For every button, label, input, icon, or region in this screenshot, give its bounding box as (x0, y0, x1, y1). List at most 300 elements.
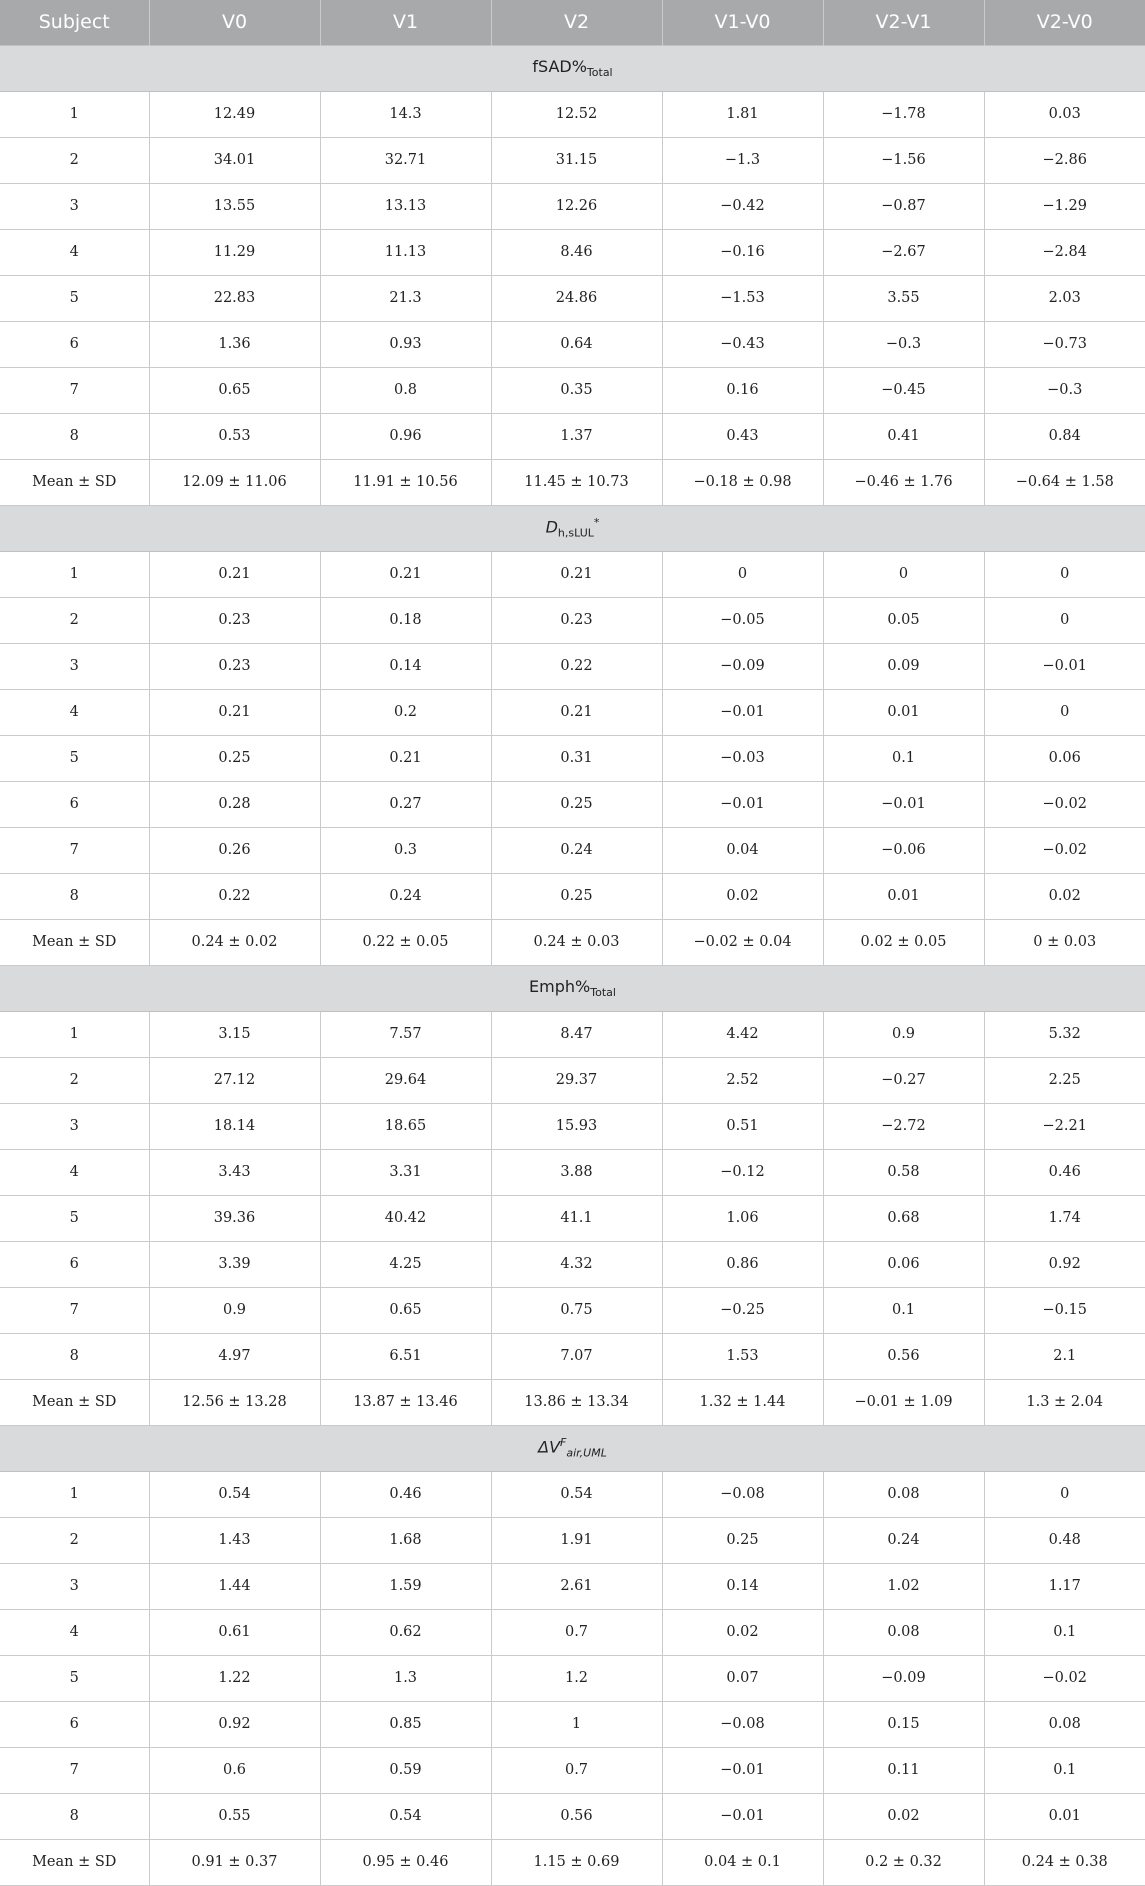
table-cell: −0.06 (823, 827, 984, 873)
table-cell: −0.02 ± 0.04 (662, 919, 823, 965)
table-cell: 5.32 (984, 1011, 1145, 1057)
table-cell: 0.25 (149, 735, 320, 781)
table-cell: 0.92 (984, 1241, 1145, 1287)
column-header-subject: Subject (0, 0, 149, 45)
table-cell: −0.3 (823, 321, 984, 367)
table-row (0, 1747, 1145, 1793)
table-cell: 18.65 (320, 1103, 491, 1149)
table-cell: Mean ± SD (0, 1379, 149, 1425)
table-cell: 0.65 (149, 367, 320, 413)
table-row (0, 689, 1145, 735)
table-cell: Mean ± SD (0, 1839, 149, 1885)
table-row (0, 1287, 1145, 1333)
table-cell: 0 (984, 551, 1145, 597)
table-cell: 12.49 (149, 91, 320, 137)
table-cell: 0.86 (662, 1241, 823, 1287)
table-cell: 0.21 (491, 689, 662, 735)
table-cell: 0.22 (149, 873, 320, 919)
table-cell: −0.87 (823, 183, 984, 229)
table-cell: 1.91 (491, 1517, 662, 1563)
table-cell: 5 (0, 735, 149, 781)
table-cell: 0.21 (149, 689, 320, 735)
table-cell: 0.1 (823, 1287, 984, 1333)
table-cell: 8 (0, 1333, 149, 1379)
table-cell: 4 (0, 1609, 149, 1655)
table-cell: 4.25 (320, 1241, 491, 1287)
table-cell: 0.26 (149, 827, 320, 873)
table-cell: 1.02 (823, 1563, 984, 1609)
table-cell: −2.86 (984, 137, 1145, 183)
table-cell: 0.96 (320, 413, 491, 459)
table-cell: 3.43 (149, 1149, 320, 1195)
table-cell: 0 (984, 689, 1145, 735)
table-cell: 0.02 (823, 1793, 984, 1839)
column-header-v2-v0: V2-V0 (984, 0, 1145, 45)
table-cell: 0.28 (149, 781, 320, 827)
table-cell: 3.39 (149, 1241, 320, 1287)
table-cell: 1.36 (149, 321, 320, 367)
table-cell: 3 (0, 1103, 149, 1149)
summary-row (0, 1379, 1145, 1425)
table-cell: 1.22 (149, 1655, 320, 1701)
table-cell: 0.24 (320, 873, 491, 919)
table-row (0, 1333, 1145, 1379)
table-cell: −0.45 (823, 367, 984, 413)
table-cell: 0.23 (149, 643, 320, 689)
table-cell: 4.32 (491, 1241, 662, 1287)
table-cell: 0.41 (823, 413, 984, 459)
table-row (0, 413, 1145, 459)
table-cell: 8.46 (491, 229, 662, 275)
table-cell: 1.32 ± 1.44 (662, 1379, 823, 1425)
table-cell: 2 (0, 597, 149, 643)
table-cell: −0.09 (662, 643, 823, 689)
table-cell: 14.3 (320, 91, 491, 137)
table-cell: −1.78 (823, 91, 984, 137)
table-cell: 2.52 (662, 1057, 823, 1103)
table-cell: 1 (0, 1011, 149, 1057)
table-cell: 3.55 (823, 275, 984, 321)
table-cell: 2 (0, 1057, 149, 1103)
table-cell: 0.27 (320, 781, 491, 827)
summary-row (0, 459, 1145, 505)
table-cell: 5 (0, 1655, 149, 1701)
table-cell: −0.08 (662, 1471, 823, 1517)
table-cell: 0.1 (823, 735, 984, 781)
table-cell: 0.23 (491, 597, 662, 643)
table-cell: 2.61 (491, 1563, 662, 1609)
table-row (0, 1517, 1145, 1563)
header-row (0, 0, 1145, 45)
section-title (0, 965, 1145, 1011)
section-header-row (0, 505, 1145, 551)
table-cell: 0.64 (491, 321, 662, 367)
table-row (0, 1655, 1145, 1701)
table-cell: 0.48 (984, 1517, 1145, 1563)
column-header-v1-v0: V1-V0 (662, 0, 823, 45)
table-cell: −0.73 (984, 321, 1145, 367)
table-cell: −0.15 (984, 1287, 1145, 1333)
table-cell: 3 (0, 1563, 149, 1609)
table-cell: 1.81 (662, 91, 823, 137)
table-cell: 0.54 (320, 1793, 491, 1839)
table-cell: 0.24 ± 0.02 (149, 919, 320, 965)
table-cell: 11.29 (149, 229, 320, 275)
section-title (0, 505, 1145, 551)
table-cell: 12.52 (491, 91, 662, 137)
section-title-main: Emph% (529, 976, 591, 996)
table-cell: −2.84 (984, 229, 1145, 275)
table-cell: 13.55 (149, 183, 320, 229)
table-cell: 0.21 (320, 551, 491, 597)
table-cell: 0.25 (491, 781, 662, 827)
table-cell: 0.1 (984, 1609, 1145, 1655)
table-cell: 0.14 (662, 1563, 823, 1609)
table-cell: 1 (491, 1701, 662, 1747)
table-cell: −0.27 (823, 1057, 984, 1103)
table-cell: 3.15 (149, 1011, 320, 1057)
section-title-superscript: * (593, 516, 600, 530)
table-cell: −0.03 (662, 735, 823, 781)
table-cell: 1.53 (662, 1333, 823, 1379)
table-cell: 0.56 (823, 1333, 984, 1379)
table-cell: 0.04 ± 0.1 (662, 1839, 823, 1885)
section-title-subscript: Total (586, 66, 613, 80)
table-cell: 21.3 (320, 275, 491, 321)
table-cell: 4 (0, 229, 149, 275)
table-cell: 1 (0, 1471, 149, 1517)
table-cell: 22.83 (149, 275, 320, 321)
table-cell: 0.7 (491, 1747, 662, 1793)
table-cell: 0.75 (491, 1287, 662, 1333)
table-cell: 29.64 (320, 1057, 491, 1103)
table-cell: −0.46 ± 1.76 (823, 459, 984, 505)
table-row (0, 1241, 1145, 1287)
table-cell: 32.71 (320, 137, 491, 183)
table-cell: 7.57 (320, 1011, 491, 1057)
table-cell: 0.06 (984, 735, 1145, 781)
table-cell: 0.02 (984, 873, 1145, 919)
table-cell: 0.2 ± 0.32 (823, 1839, 984, 1885)
table-cell: 0.08 (984, 1701, 1145, 1747)
table-cell: 0.25 (662, 1517, 823, 1563)
table-cell: 0.91 ± 0.37 (149, 1839, 320, 1885)
table-cell: 0.54 (149, 1471, 320, 1517)
table-cell: 0.58 (823, 1149, 984, 1195)
table-cell: 0.06 (823, 1241, 984, 1287)
section-title (0, 1425, 1145, 1471)
table-body (0, 45, 1145, 1885)
table-cell: 0.62 (320, 1609, 491, 1655)
section-title-main: ΔV (538, 1437, 561, 1457)
table-cell: 0.68 (823, 1195, 984, 1241)
table-cell: 0.65 (320, 1287, 491, 1333)
section-header-row (0, 45, 1145, 91)
column-header-v2: V2 (491, 0, 662, 45)
table-cell: 1.68 (320, 1517, 491, 1563)
table-cell: 15.93 (491, 1103, 662, 1149)
table-cell: −0.05 (662, 597, 823, 643)
table-cell: −0.01 (984, 643, 1145, 689)
section-title-subscript: h,sLUL (557, 526, 594, 540)
table-cell: 5 (0, 275, 149, 321)
table-cell: 7 (0, 1747, 149, 1793)
section-title-main: D (545, 517, 558, 537)
table-cell: −1.3 (662, 137, 823, 183)
table-cell: 0.21 (149, 551, 320, 597)
table-cell: 41.1 (491, 1195, 662, 1241)
table-cell: 1.44 (149, 1563, 320, 1609)
table-cell: 0.25 (491, 873, 662, 919)
table-cell: 0.56 (491, 1793, 662, 1839)
table-cell: 1.15 ± 0.69 (491, 1839, 662, 1885)
table-cell: 13.87 ± 13.46 (320, 1379, 491, 1425)
table-cell: 0.24 (491, 827, 662, 873)
table-cell: 0.84 (984, 413, 1145, 459)
table-cell: −0.01 (662, 1793, 823, 1839)
table-cell: 3.88 (491, 1149, 662, 1195)
table-cell: 11.91 ± 10.56 (320, 459, 491, 505)
table-cell: 0.7 (491, 1609, 662, 1655)
table-cell: 4 (0, 1149, 149, 1195)
table-cell: 0.95 ± 0.46 (320, 1839, 491, 1885)
table-row (0, 183, 1145, 229)
table-cell: 8 (0, 413, 149, 459)
table-cell: 3 (0, 183, 149, 229)
section-header-row (0, 1425, 1145, 1471)
table-row (0, 1701, 1145, 1747)
table-cell: 0 ± 0.03 (984, 919, 1145, 965)
table-cell: −0.08 (662, 1701, 823, 1747)
table-cell: −0.01 (662, 781, 823, 827)
table-cell: 2.03 (984, 275, 1145, 321)
table-cell: Mean ± SD (0, 919, 149, 965)
table-cell: 8 (0, 1793, 149, 1839)
table-cell: 2.25 (984, 1057, 1145, 1103)
table-header (0, 0, 1145, 45)
table-cell: −1.56 (823, 137, 984, 183)
table-cell: 0.02 (662, 873, 823, 919)
table-row (0, 551, 1145, 597)
summary-row (0, 919, 1145, 965)
table-cell: 0.21 (491, 551, 662, 597)
table-row (0, 367, 1145, 413)
table-row (0, 1057, 1145, 1103)
table-row (0, 781, 1145, 827)
table-cell: Mean ± SD (0, 459, 149, 505)
table-cell: 0.09 (823, 643, 984, 689)
table-cell: 0.02 (662, 1609, 823, 1655)
table-cell: 0.1 (984, 1747, 1145, 1793)
table-cell: 0.46 (320, 1471, 491, 1517)
table-row (0, 1471, 1145, 1517)
table-row (0, 275, 1145, 321)
table-cell: −0.09 (823, 1655, 984, 1701)
table-row (0, 1195, 1145, 1241)
table-cell: 0.05 (823, 597, 984, 643)
table-cell: 0.3 (320, 827, 491, 873)
table-cell: 2 (0, 1517, 149, 1563)
table-cell: −0.18 ± 0.98 (662, 459, 823, 505)
table-cell: 1.59 (320, 1563, 491, 1609)
column-header-v2-v1: V2-V1 (823, 0, 984, 45)
table-cell: 12.26 (491, 183, 662, 229)
table-cell: 12.56 ± 13.28 (149, 1379, 320, 1425)
table-cell: 0.43 (662, 413, 823, 459)
table-cell: 8.47 (491, 1011, 662, 1057)
table-cell: 3.31 (320, 1149, 491, 1195)
table-cell: 0.59 (320, 1747, 491, 1793)
table-cell: 2 (0, 137, 149, 183)
table-cell: 7 (0, 367, 149, 413)
table-cell: 0.9 (149, 1287, 320, 1333)
table-cell: 4.42 (662, 1011, 823, 1057)
table-cell: 0.08 (823, 1471, 984, 1517)
table-cell: 6 (0, 321, 149, 367)
table-cell: −0.01 (823, 781, 984, 827)
section-header-row (0, 965, 1145, 1011)
table-cell: 1.43 (149, 1517, 320, 1563)
table-cell: 31.15 (491, 137, 662, 183)
section-title-main: fSAD% (532, 56, 587, 76)
table-cell: 0.03 (984, 91, 1145, 137)
table-cell: 13.86 ± 13.34 (491, 1379, 662, 1425)
table-cell: 0 (984, 1471, 1145, 1517)
table-cell: 11.13 (320, 229, 491, 275)
table-cell: 11.45 ± 10.73 (491, 459, 662, 505)
section-title-subscript: air,UML (566, 1446, 607, 1460)
section-title (0, 45, 1145, 91)
table-row (0, 321, 1145, 367)
table-cell: 0.53 (149, 413, 320, 459)
table-cell: 0.93 (320, 321, 491, 367)
table-cell: −0.02 (984, 1655, 1145, 1701)
table-cell: −0.12 (662, 1149, 823, 1195)
table-row (0, 735, 1145, 781)
table-cell: 0.24 ± 0.38 (984, 1839, 1145, 1885)
table-cell: 0.07 (662, 1655, 823, 1701)
table-cell: 4.97 (149, 1333, 320, 1379)
table-cell: 24.86 (491, 275, 662, 321)
table-cell: −0.02 (984, 781, 1145, 827)
table-row (0, 827, 1145, 873)
table-row (0, 643, 1145, 689)
table-cell: 0.11 (823, 1747, 984, 1793)
column-header-v1: V1 (320, 0, 491, 45)
table-row (0, 91, 1145, 137)
table-cell: −0.3 (984, 367, 1145, 413)
table-cell: 0.9 (823, 1011, 984, 1057)
table-cell: 1.2 (491, 1655, 662, 1701)
table-row (0, 597, 1145, 643)
table-cell: 0.01 (984, 1793, 1145, 1839)
table-cell: 34.01 (149, 137, 320, 183)
table-cell: −0.64 ± 1.58 (984, 459, 1145, 505)
table-row (0, 137, 1145, 183)
table-cell: 0.04 (662, 827, 823, 873)
table-cell: 0.61 (149, 1609, 320, 1655)
table-cell: −0.16 (662, 229, 823, 275)
table-row (0, 1011, 1145, 1057)
table-cell: 18.14 (149, 1103, 320, 1149)
table-cell: −1.53 (662, 275, 823, 321)
table-cell: 0.16 (662, 367, 823, 413)
table-cell: 0.23 (149, 597, 320, 643)
table-row (0, 229, 1145, 275)
table-cell: 1 (0, 91, 149, 137)
table-cell: −0.02 (984, 827, 1145, 873)
table-cell: −0.01 (662, 689, 823, 735)
table-cell: 0 (823, 551, 984, 597)
table-cell: 0.24 ± 0.03 (491, 919, 662, 965)
table-cell: 0.21 (320, 735, 491, 781)
table-row (0, 1793, 1145, 1839)
table-cell: 39.36 (149, 1195, 320, 1241)
table-cell: 1.17 (984, 1563, 1145, 1609)
table-cell: 0.01 (823, 873, 984, 919)
table-cell: −0.01 ± 1.09 (823, 1379, 984, 1425)
table-row (0, 1103, 1145, 1149)
table-cell: 0.31 (491, 735, 662, 781)
table-cell: 0.54 (491, 1471, 662, 1517)
table-cell: 7 (0, 827, 149, 873)
section-title-superscript: F (560, 1436, 567, 1450)
table-cell: 1 (0, 551, 149, 597)
table-cell: 0.92 (149, 1701, 320, 1747)
table-cell: 0.24 (823, 1517, 984, 1563)
table-cell: 0 (984, 597, 1145, 643)
table-cell: 6 (0, 781, 149, 827)
table-cell: 1.3 (320, 1655, 491, 1701)
table-cell: −2.72 (823, 1103, 984, 1149)
table-cell: 0.22 (491, 643, 662, 689)
summary-row (0, 1839, 1145, 1885)
table-cell: 40.42 (320, 1195, 491, 1241)
table-cell: −0.43 (662, 321, 823, 367)
table-cell: 0.08 (823, 1609, 984, 1655)
table-cell: 5 (0, 1195, 149, 1241)
table-cell: 6 (0, 1241, 149, 1287)
column-header-v0: V0 (149, 0, 320, 45)
table-cell: 0.85 (320, 1701, 491, 1747)
table-cell: 2.1 (984, 1333, 1145, 1379)
table-cell: 12.09 ± 11.06 (149, 459, 320, 505)
table-cell: 0.14 (320, 643, 491, 689)
table-cell: 0.51 (662, 1103, 823, 1149)
table-cell: −0.42 (662, 183, 823, 229)
table-cell: 6 (0, 1701, 149, 1747)
table-cell: 27.12 (149, 1057, 320, 1103)
table-cell: −2.21 (984, 1103, 1145, 1149)
table-cell: 0.46 (984, 1149, 1145, 1195)
table-row (0, 873, 1145, 919)
table-cell: 0 (662, 551, 823, 597)
table-cell: 13.13 (320, 183, 491, 229)
table-row (0, 1149, 1145, 1195)
table-cell: 0.22 ± 0.05 (320, 919, 491, 965)
table-cell: 6.51 (320, 1333, 491, 1379)
table-cell: 0.55 (149, 1793, 320, 1839)
table-cell: 0.6 (149, 1747, 320, 1793)
table-cell: 8 (0, 873, 149, 919)
table-cell: 0.35 (491, 367, 662, 413)
table-cell: 0.02 ± 0.05 (823, 919, 984, 965)
table-cell: 7.07 (491, 1333, 662, 1379)
table-cell: 0.2 (320, 689, 491, 735)
table-cell: 3 (0, 643, 149, 689)
table-cell: 4 (0, 689, 149, 735)
table-row (0, 1563, 1145, 1609)
